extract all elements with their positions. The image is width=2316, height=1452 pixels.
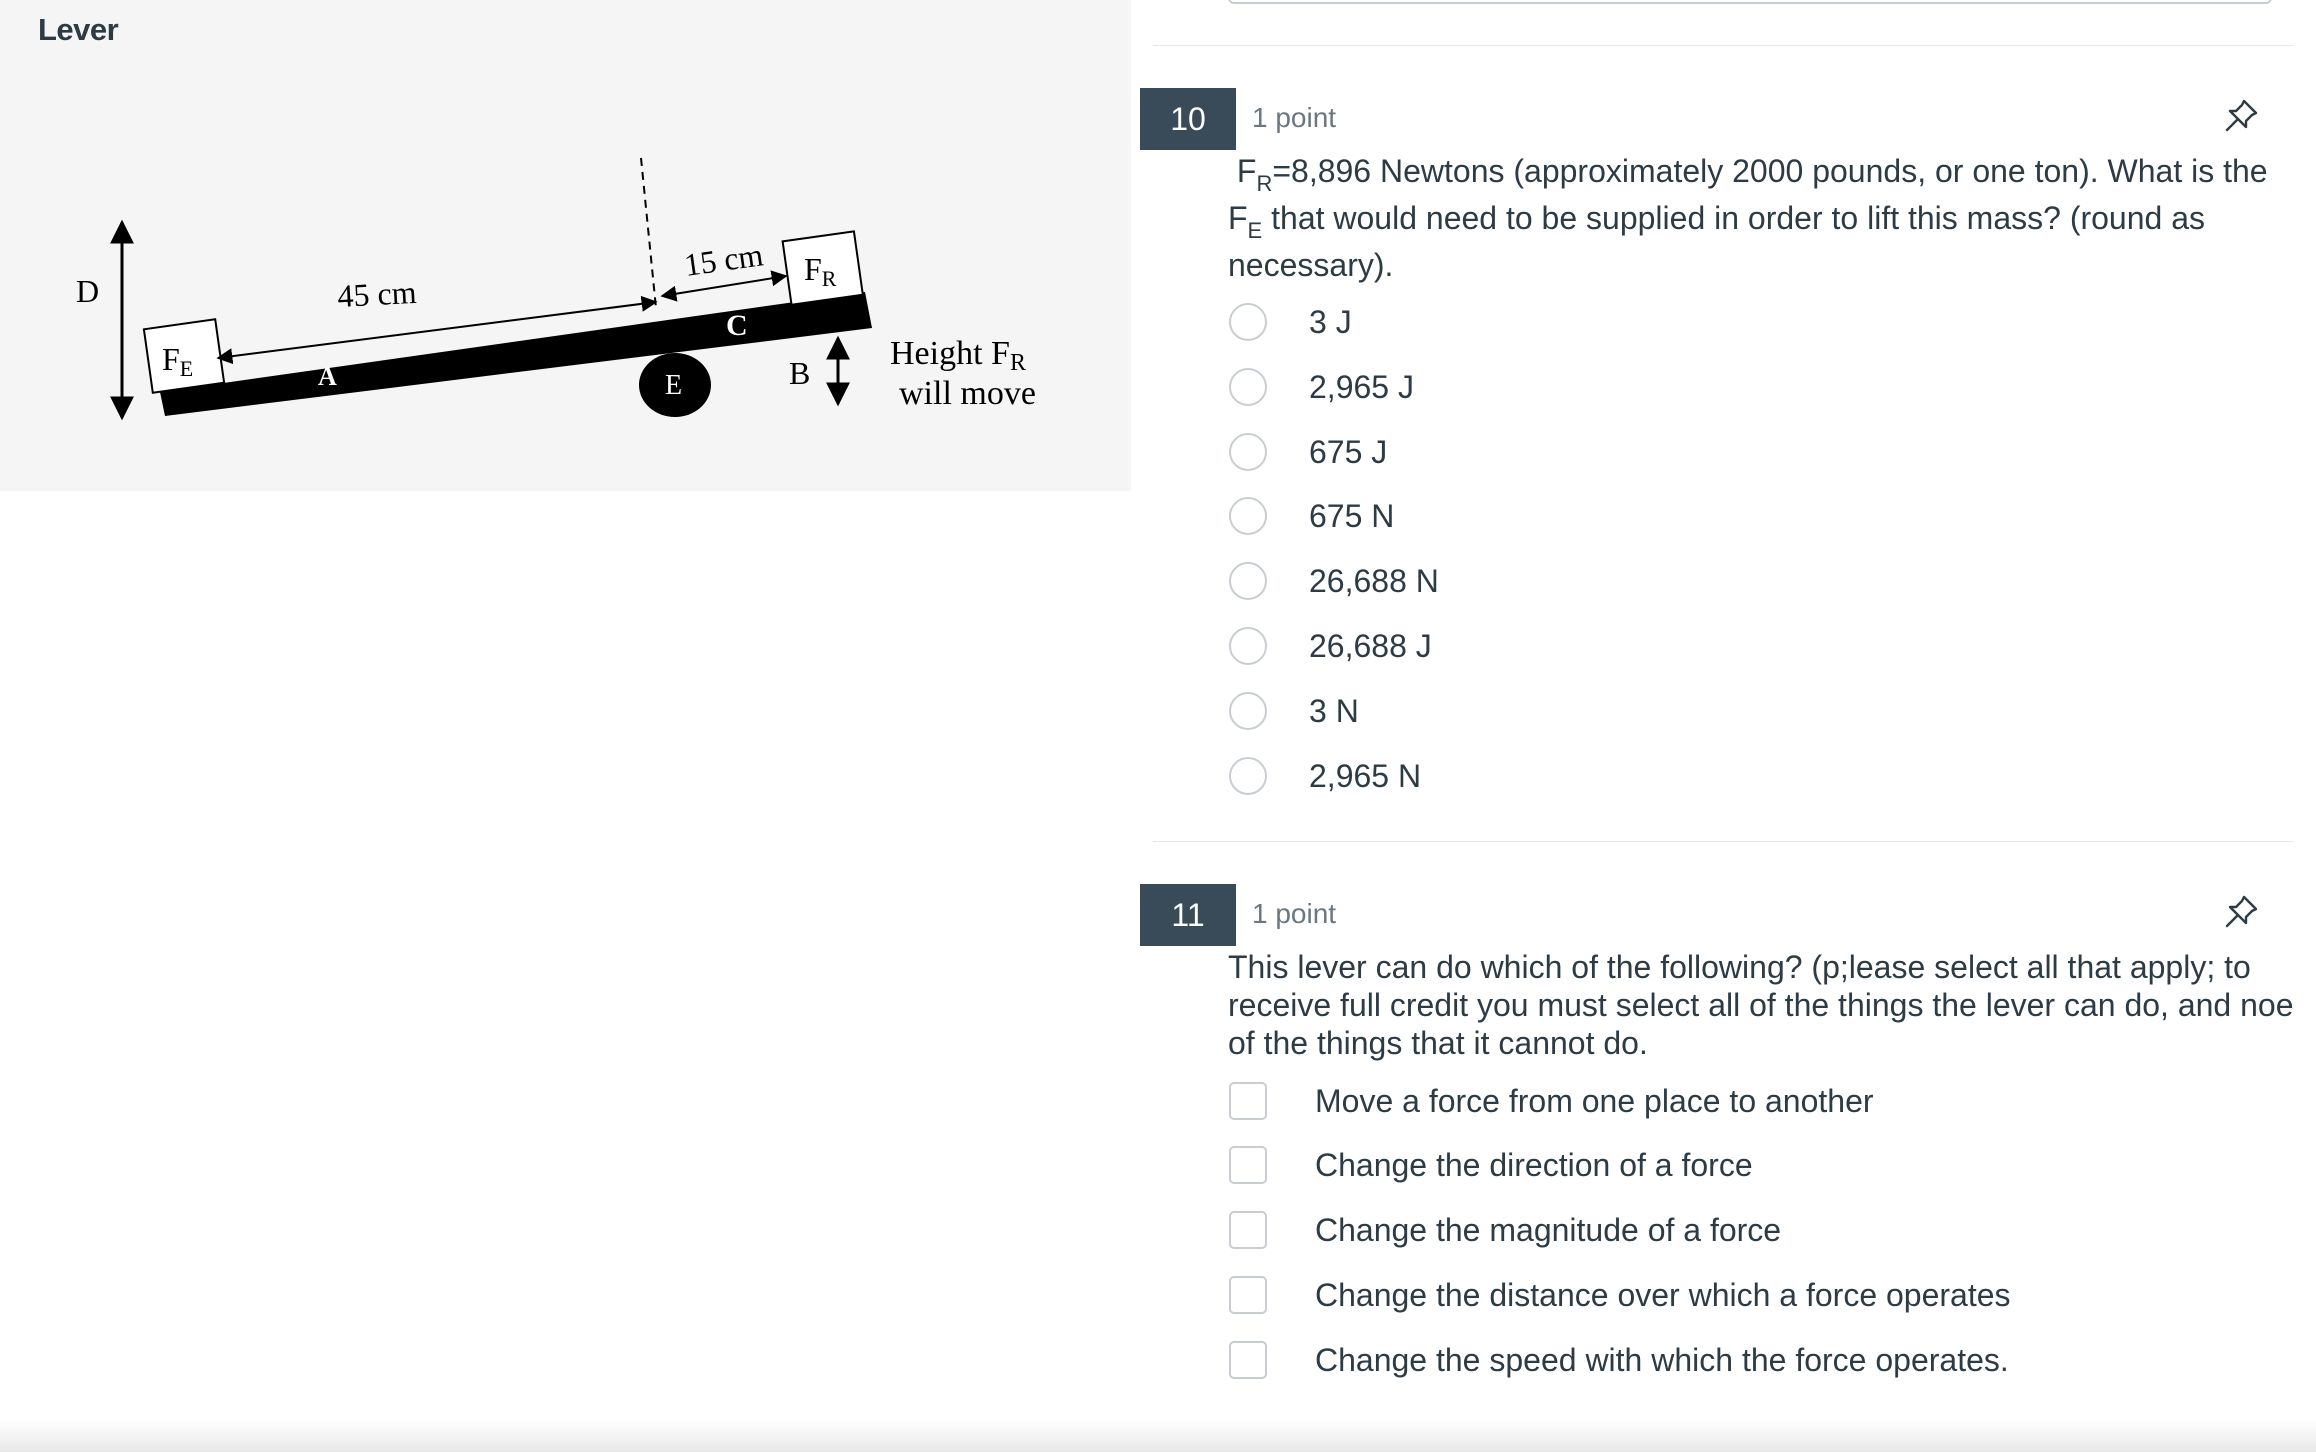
previous-answer-field-edge[interactable]: [1228, 0, 2272, 4]
checkbox-icon[interactable]: [1229, 1276, 1267, 1314]
radio-button-icon[interactable]: [1229, 692, 1267, 730]
question-text-line: $F_R=8,896$ Newtons (approximately 2000 pounds, or one ton). What is the: [1236, 153, 2268, 196]
question-text-line: This lever can do which of the following? (p;lease select all that apply; to: [1228, 949, 2251, 985]
label-a: A: [318, 362, 337, 391]
answer-option[interactable]: Change the speed with which the force operates.: [1229, 1338, 2009, 1382]
height-label-line1: Height FR: [890, 335, 1026, 376]
answer-option[interactable]: Move a force from one place to another: [1229, 1079, 1874, 1123]
answer-option[interactable]: 26,688 J: [1229, 624, 1432, 668]
pin-icon[interactable]: [2222, 891, 2262, 931]
checkbox-icon[interactable]: [1229, 1082, 1267, 1120]
label-c: C: [726, 309, 748, 342]
pin-icon[interactable]: [2222, 95, 2262, 135]
answer-option[interactable]: Change the direction of a force: [1229, 1143, 1753, 1187]
label-d: D: [76, 273, 100, 309]
answer-option[interactable]: 3 N: [1229, 689, 1359, 733]
checkbox-icon[interactable]: [1229, 1211, 1267, 1249]
answer-option[interactable]: 26,688 N: [1229, 559, 1439, 603]
radio-button-icon[interactable]: [1229, 303, 1267, 341]
answer-option[interactable]: Change the distance over which a force operates: [1229, 1273, 2011, 1317]
distance-left-label: 45 cm: [336, 273, 418, 314]
question-text: [1228, 948, 2294, 1062]
radio-button-icon[interactable]: [1229, 757, 1267, 795]
question-text-line: of the things that it cannot do.: [1228, 1025, 1648, 1061]
height-label-line2: will move: [899, 375, 1036, 412]
answer-option[interactable]: 3 J: [1229, 300, 1352, 344]
bottom-scroll-shadow: [0, 1420, 2316, 1452]
label-fe: FE: [162, 341, 194, 381]
divider-between-questions: [1153, 841, 2293, 842]
radio-button-icon[interactable]: [1229, 627, 1267, 665]
answer-option[interactable]: 2,965 N: [1229, 754, 1421, 798]
question-text-line: receive full credit you must select all of the things the lever can do, and noe: [1228, 987, 2294, 1023]
checkbox-icon[interactable]: [1229, 1341, 1267, 1379]
question-text: [1228, 148, 2268, 289]
answer-option[interactable]: 2,965 J: [1229, 365, 1414, 409]
question-points: 1 point: [1252, 102, 1337, 133]
answer-option[interactable]: 675 J: [1229, 430, 1387, 474]
question-text-line: $F_E$ that would need to be supplied in order to lift this mass? (round as: [1228, 200, 2205, 243]
distance-right-arrow: [662, 276, 786, 296]
radio-button-icon[interactable]: [1229, 433, 1267, 471]
question-number-badge: 10: [1140, 88, 1236, 150]
label-fr: FR: [804, 251, 837, 291]
answer-option[interactable]: 675 N: [1229, 494, 1394, 538]
radio-button-icon[interactable]: [1229, 368, 1267, 406]
question-text-line: necessary).: [1228, 247, 1394, 283]
question-number-badge: 11: [1140, 884, 1236, 946]
radio-button-icon[interactable]: [1229, 562, 1267, 600]
checkbox-icon[interactable]: [1229, 1146, 1267, 1184]
lever-diagram: [0, 0, 1131, 491]
lever-beam: [160, 292, 872, 416]
panel-title: Lever: [38, 12, 119, 47]
radio-button-icon[interactable]: [1229, 497, 1267, 535]
question-points: 1 point: [1252, 898, 1337, 929]
lever-panel: [0, 0, 1131, 491]
fulcrum-dashed-line: [641, 158, 656, 308]
label-b: B: [789, 355, 811, 391]
answer-option[interactable]: Change the magnitude of a force: [1229, 1208, 1781, 1252]
distance-right-label: 15 cm: [681, 236, 766, 283]
label-e: E: [665, 370, 683, 401]
divider-top: [1153, 45, 2293, 46]
